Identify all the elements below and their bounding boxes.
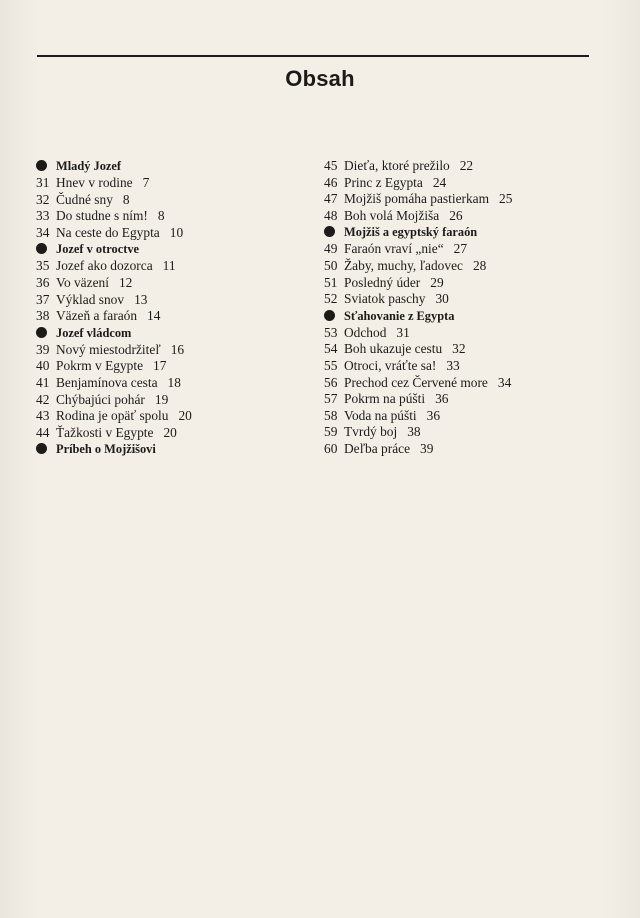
toc-entry (324, 208, 614, 225)
entry-page-number: 31 (396, 324, 410, 340)
entry-title: Rodina je opäť spolu (56, 408, 169, 424)
bullet-icon (36, 327, 47, 338)
entry-page-number: 26 (449, 207, 463, 223)
entry-number: 33 (36, 208, 50, 224)
entry-number: 32 (36, 191, 50, 207)
entry-number: 56 (324, 374, 338, 390)
toc-entry (324, 424, 614, 441)
toc-entry (36, 258, 306, 275)
entry-page-number: 34 (497, 374, 512, 390)
toc-entry (324, 408, 614, 425)
entry-number: 42 (36, 391, 50, 407)
entry-number: 44 (36, 424, 50, 440)
entry-number: 34 (36, 224, 50, 240)
section-label: Jozef vládcom (56, 325, 132, 340)
section-label: Mojžiš a egyptský faraón (344, 225, 478, 240)
toc-entry (36, 192, 306, 209)
toc-section-heading (324, 224, 614, 241)
entry-page-number: 8 (157, 208, 165, 224)
entry-page-number: 39 (420, 440, 434, 456)
toc-section-heading (36, 158, 306, 175)
entry-title: Voda na púšti (344, 407, 417, 423)
entry-page-number: 20 (178, 408, 192, 424)
toc-entry (36, 358, 306, 375)
entry-number: 43 (36, 408, 50, 424)
entry-title: Prechod cez Červené more (344, 374, 488, 390)
entry-page-number: 29 (430, 274, 444, 290)
entry-page-number: 10 (169, 224, 184, 240)
bullet-icon (324, 226, 335, 237)
toc-entry (36, 208, 306, 225)
entry-number: 55 (324, 357, 338, 373)
entry-title: Odchod (344, 324, 387, 340)
entry-page-number: 11 (162, 258, 176, 274)
entry-title: Boh ukazuje cestu (344, 341, 443, 357)
entry-page-number: 19 (154, 391, 169, 407)
entry-page-number: 38 (407, 424, 421, 440)
entry-number: 57 (324, 391, 338, 407)
toc-entry (36, 292, 306, 309)
entry-page-number: 36 (435, 391, 449, 407)
toc-right-column (324, 158, 614, 458)
toc-section-heading (324, 308, 614, 325)
toc-entry (36, 408, 306, 425)
toc-entry (324, 158, 614, 175)
entry-title: Nový miestodržiteľ (56, 341, 161, 357)
toc-section-heading (36, 241, 306, 258)
entry-page-number: 13 (134, 291, 148, 307)
entry-number: 53 (324, 324, 338, 340)
entry-page-number: 28 (472, 257, 487, 273)
toc-entry (36, 342, 306, 359)
toc-entry (324, 325, 614, 342)
toc-entry (36, 308, 306, 325)
entry-number: 39 (36, 341, 50, 357)
toc-entry (324, 291, 614, 308)
section-label: Sťahovanie z Egypta (344, 308, 455, 323)
toc-entry (324, 391, 614, 408)
entry-title: Ťažkosti v Egypte (56, 424, 154, 440)
entry-title: Deľba práce (344, 440, 411, 456)
bullet-icon (36, 243, 47, 254)
toc-entry (36, 425, 306, 442)
entry-page-number: 22 (459, 158, 474, 173)
toc-entry (324, 375, 614, 392)
entry-number: 46 (324, 174, 338, 190)
entry-title: Čudné sny (56, 191, 113, 207)
section-label: Mladý Jozef (56, 159, 122, 173)
entry-number: 47 (324, 191, 338, 207)
entry-title: Boh volá Mojžiša (344, 207, 440, 223)
entry-number: 37 (36, 291, 50, 307)
entry-number: 59 (324, 424, 338, 440)
page-title: Obsah (285, 66, 355, 91)
entry-title: Princ z Egypta (344, 174, 423, 190)
entry-number: 41 (36, 374, 50, 390)
toc-section-heading (36, 441, 306, 458)
bullet-icon (36, 160, 47, 171)
toc-entry (324, 258, 614, 275)
toc-entry (36, 275, 306, 292)
entry-page-number: 18 (167, 374, 181, 390)
entry-page-number: 14 (147, 308, 161, 324)
toc-entry (324, 275, 614, 292)
entry-number: 50 (324, 257, 338, 273)
entry-title: Jozef ako dozorca (56, 258, 153, 274)
entry-page-number: 30 (435, 291, 449, 307)
entry-number: 49 (324, 241, 338, 257)
entry-title: Otroci, vráťte sa! (344, 357, 437, 373)
entry-title: Posledný úder (344, 274, 421, 290)
entry-page-number: 16 (170, 341, 185, 357)
entry-number: 45 (324, 158, 338, 173)
entry-number: 48 (324, 207, 338, 223)
entry-page-number: 36 (426, 407, 441, 423)
entry-number: 40 (36, 358, 50, 374)
entry-title: Hnev v rodine (56, 175, 133, 190)
entry-number: 38 (36, 308, 50, 324)
toc-entry (36, 375, 306, 392)
top-rule (37, 55, 589, 57)
entry-title: Benjamínova cesta (56, 374, 158, 390)
entry-title: Dieťa, ktoré prežilo (344, 158, 450, 173)
entry-number: 54 (324, 341, 338, 357)
toc-entry (324, 441, 614, 458)
entry-number: 36 (36, 274, 50, 290)
toc-entry (324, 358, 614, 375)
entry-page-number: 32 (452, 341, 466, 357)
entry-title: Chýbajúci pohár (56, 391, 145, 407)
toc-entry (324, 191, 614, 208)
section-label: Príbeh o Mojžišovi (56, 442, 156, 457)
entry-number: 51 (324, 274, 338, 290)
entry-title: Faraón vraví „nie“ (344, 241, 444, 257)
toc-entry (36, 392, 306, 409)
entry-title: Väzeň a faraón (56, 308, 138, 324)
entry-title: Výklad snov (56, 291, 125, 307)
toc-entry (36, 225, 306, 242)
entry-title: Žaby, muchy, ľadovec (344, 257, 463, 273)
toc-entry (36, 175, 306, 192)
entry-page-number: 25 (499, 191, 513, 207)
entry-page-number: 17 (153, 358, 167, 374)
toc-entry (324, 175, 614, 192)
entry-page-number: 20 (163, 424, 177, 440)
entry-number: 35 (36, 258, 50, 274)
toc-entry (324, 341, 614, 358)
entry-title: Sviatok paschy (344, 291, 426, 307)
entry-page-number: 33 (446, 357, 460, 373)
toc-section-heading (36, 325, 306, 342)
entry-title: Do studne s ním! (56, 208, 148, 224)
entry-number: 60 (324, 440, 338, 456)
entry-page-number: 12 (118, 274, 133, 290)
entry-number: 31 (36, 175, 50, 190)
toc-left-column (36, 158, 306, 458)
section-label: Jozef v otroctve (56, 242, 140, 257)
toc-entry (324, 241, 614, 258)
bullet-icon (324, 310, 335, 321)
entry-title: Pokrm v Egypte (56, 358, 144, 374)
entry-number: 52 (324, 291, 338, 307)
entry-page-number: 7 (142, 175, 150, 190)
entry-page-number: 27 (453, 241, 468, 257)
entry-title: Vo väzení (56, 274, 109, 290)
entry-title: Mojžiš pomáha pastierkam (344, 191, 490, 207)
bullet-icon (36, 443, 47, 454)
entry-title: Na ceste do Egypta (56, 224, 160, 240)
entry-number: 58 (324, 407, 338, 423)
entry-title: Tvrdý boj (344, 424, 398, 440)
entry-title: Pokrm na púšti (344, 391, 426, 407)
entry-page-number: 24 (432, 174, 447, 190)
entry-page-number: 8 (122, 191, 130, 207)
